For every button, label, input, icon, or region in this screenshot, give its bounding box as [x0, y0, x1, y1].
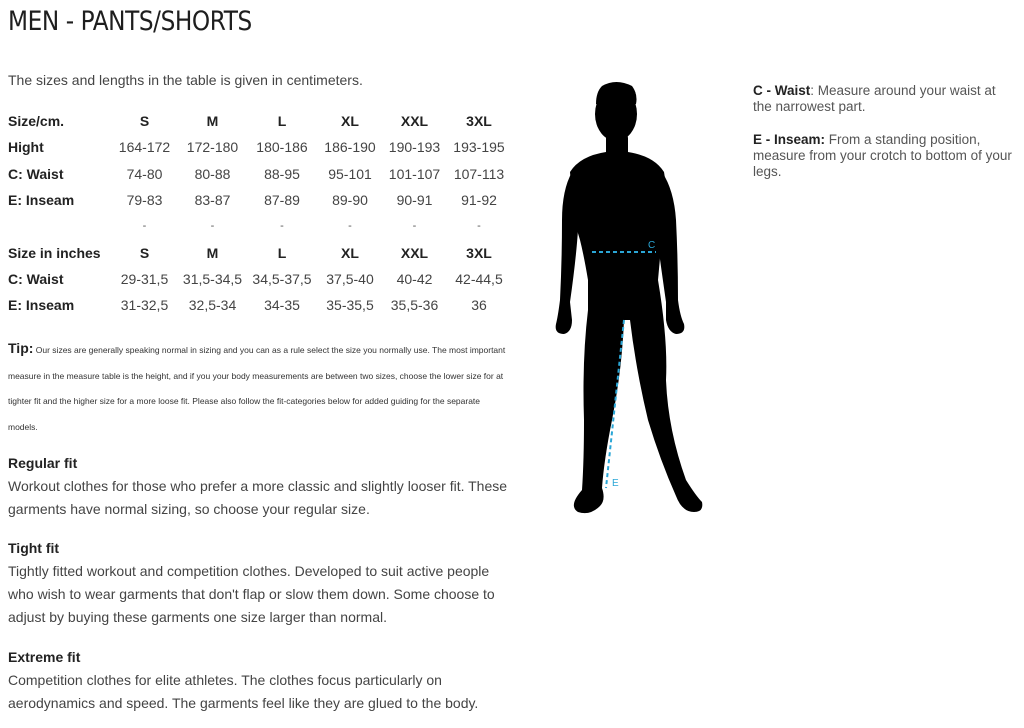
inseam-marker: E	[612, 478, 619, 489]
table-cell: Size/cm.	[8, 113, 65, 130]
table-cell: 31-32,5	[120, 297, 169, 314]
fit-description: Tightly fitted workout and competition clothes. Developed to suit active people who wish to wear garments that don't flap or slow them down. Some choose to adjust by buying these garments one size larger than normal.	[8, 563, 495, 625]
table-cell: 186-190	[324, 139, 376, 156]
table-cell: 89-90	[332, 192, 368, 209]
table-cell: 95-101	[328, 165, 372, 182]
table-cell: 83-87	[194, 192, 231, 209]
table-cell: 31,5-34,5	[182, 270, 243, 287]
table-cell: 35,5-36	[390, 297, 439, 314]
waist-marker: C	[648, 240, 656, 251]
fit-title: Extreme fit	[8, 649, 81, 665]
inch-header-row	[8, 239, 512, 265]
silhouette-shape	[556, 82, 703, 513]
regular-fit-section	[8, 453, 508, 521]
table-cell: 193-195	[453, 139, 505, 156]
table-cell: XL	[341, 244, 359, 261]
table-cell: 91-92	[461, 192, 497, 209]
extreme-fit-section	[8, 647, 508, 715]
table-cell: 74-80	[126, 165, 163, 182]
tip-label: Tip:	[8, 340, 34, 356]
table-cell: 32,5-34	[188, 297, 237, 314]
table-cell	[8, 213, 111, 239]
table-cell: -	[477, 220, 481, 233]
table-cell: 101-107	[388, 165, 441, 182]
table-cell: 36	[471, 297, 487, 314]
inseam-instruction	[753, 132, 1018, 180]
intro-text: The sizes and lengths in the table is given in centimeters.	[8, 72, 363, 88]
table-cell: 180-186	[256, 139, 308, 156]
table-cell: 40-42	[396, 270, 433, 287]
fit-title: Regular fit	[8, 455, 78, 471]
size-table	[8, 108, 512, 318]
table-cell: 80-88	[194, 165, 231, 182]
table-row	[8, 161, 512, 187]
fit-title: Tight fit	[8, 540, 60, 556]
table-cell: 79-83	[126, 192, 163, 209]
separator-row	[8, 213, 512, 239]
page-title: MEN - PANTS/SHORTS	[8, 6, 252, 37]
table-cell: 107-113	[453, 165, 505, 182]
measure-text: From a standing position, measure from your crotch to bottom of your legs.	[753, 132, 1012, 179]
measure-text: : Measure around your waist at the narrowest part.	[753, 83, 996, 114]
tip-paragraph	[8, 336, 508, 440]
table-row	[8, 292, 512, 318]
table-cell: E: Inseam	[8, 297, 75, 314]
table-cell: L	[277, 113, 287, 130]
body-silhouette-figure	[540, 80, 720, 520]
table-cell: XXL	[400, 244, 429, 261]
table-cell: Size in inches	[8, 244, 101, 261]
table-cell: 87-89	[264, 192, 300, 209]
table-cell: 29-31,5	[120, 270, 169, 287]
table-cell: 3XL	[466, 244, 492, 261]
table-cell: 88-95	[264, 165, 300, 182]
cm-header-row	[8, 108, 512, 134]
table-cell: L	[277, 244, 287, 261]
table-cell: S	[139, 244, 150, 261]
table-cell: -	[280, 220, 284, 233]
table-cell: 34,5-37,5	[252, 270, 312, 287]
table-cell: Hight	[8, 139, 44, 156]
table-cell: E: Inseam	[8, 192, 75, 209]
tip-text: Our sizes are generally speaking normal in sizing and you can as a rule select the size you normally use. The most important measure in the measure table is the height, and if you your body measurements are between two sizes, choose the lower size for at tighter fit and the higher size for a more loose fit. Please also follow the fit-categories below for added guiding for the separate models.	[8, 345, 506, 432]
table-cell: 172-180	[186, 139, 239, 156]
fit-description: Workout clothes for those who prefer a more classic and slightly looser fit. These garments have normal sizing, so choose your regular size.	[8, 478, 508, 517]
measure-label: C - Waist	[753, 83, 811, 98]
table-cell: 190-193	[388, 139, 441, 156]
table-cell: 90-91	[396, 192, 433, 209]
table-cell: -	[210, 220, 215, 233]
tight-fit-section	[8, 538, 508, 629]
table-cell: -	[142, 220, 147, 233]
table-row	[8, 187, 512, 213]
table-cell: XXL	[400, 113, 429, 130]
table-cell: 37,5-40	[326, 270, 374, 287]
table-cell: 35-35,5	[326, 297, 374, 314]
table-cell: -	[348, 220, 352, 233]
table-cell: S	[139, 113, 150, 130]
table-row	[8, 266, 512, 292]
waist-instruction	[753, 83, 1018, 115]
table-cell: 34-35	[264, 297, 300, 314]
measure-label: E - Inseam:	[753, 132, 826, 147]
table-cell: 164-172	[118, 139, 171, 156]
table-cell: XL	[341, 113, 359, 130]
table-cell: C: Waist	[8, 270, 64, 287]
fit-description: Competition clothes for elite athletes. The clothes focus particularly on aerodynamics and speed. The garments feel like they are glued to the body.	[8, 672, 479, 711]
table-cell: -	[412, 220, 417, 233]
table-row	[8, 134, 512, 160]
table-cell: 42-44,5	[455, 270, 503, 287]
table-cell: M	[206, 244, 219, 261]
table-cell: 3XL	[466, 113, 492, 130]
table-cell: M	[206, 113, 219, 130]
table-cell: C: Waist	[8, 165, 64, 182]
